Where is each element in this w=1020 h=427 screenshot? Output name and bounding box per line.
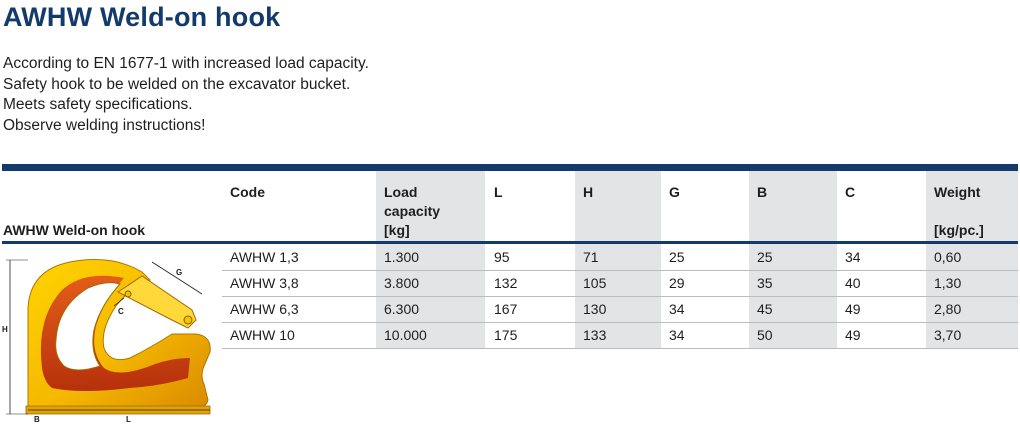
cell-code: AWHW 6,3 (230, 301, 299, 317)
cell-h: 105 (583, 275, 607, 291)
description-line: Meets safety specifications. (3, 96, 193, 113)
header-rule (2, 241, 1018, 244)
cell-code: AWHW 10 (230, 327, 295, 343)
dim-c-label: C (118, 307, 124, 316)
dim-b-label: B (34, 415, 40, 424)
cell-c: 40 (845, 275, 861, 291)
cell-load: 1.300 (384, 249, 420, 265)
cell-weight: 1,30 (934, 275, 962, 291)
cell-h: 71 (583, 249, 599, 265)
header-c: C (845, 184, 856, 200)
cell-load: 10.000 (384, 327, 427, 343)
cell-l: 167 (494, 301, 518, 317)
header-g: G (669, 184, 680, 200)
cell-code: AWHW 3,8 (230, 275, 299, 291)
description-line: Observe welding instructions! (3, 116, 206, 134)
cell-g: 34 (669, 301, 685, 317)
row-divider (222, 296, 1018, 297)
page-title: AWHW Weld-on hook (3, 2, 281, 32)
cell-c: 49 (845, 327, 861, 343)
cell-load: 6.300 (384, 301, 420, 317)
row-divider (222, 348, 1018, 349)
table-top-bar (2, 164, 1018, 171)
cell-weight: 0,60 (934, 249, 962, 265)
cell-c: 49 (845, 301, 861, 317)
row-divider (222, 322, 1018, 323)
header-load-capacity: Load capacity [kg] (384, 184, 441, 238)
cell-b: 50 (757, 327, 773, 343)
header-l: L (494, 184, 503, 200)
header-weight: Weight [kg/pc.] (934, 184, 984, 238)
cell-h: 130 (583, 301, 607, 317)
cell-b: 45 (757, 301, 773, 317)
cell-weight: 3,70 (934, 327, 962, 343)
section-title: AWHW Weld-on hook (3, 222, 146, 238)
latch-pivot (125, 291, 131, 297)
cell-g: 25 (669, 249, 685, 265)
cell-l: 132 (494, 275, 518, 291)
header-b: B (757, 184, 768, 200)
cell-h: 133 (583, 327, 607, 343)
header-h: H (583, 184, 594, 200)
header-code: Code (230, 184, 265, 200)
row-divider (222, 270, 1018, 271)
description-line: Safety hook to be welded on the excavator bucket. (3, 75, 351, 93)
description-line: According to EN 1677-1 with increased load capacity. (3, 55, 369, 72)
cell-load: 3.800 (384, 275, 420, 291)
cell-b: 25 (757, 249, 773, 265)
cell-g: 29 (669, 275, 685, 291)
cell-weight: 2,80 (934, 301, 962, 317)
dim-g-label: G (176, 268, 183, 277)
cell-l: 95 (494, 249, 510, 265)
description (3, 54, 369, 136)
cell-c: 34 (845, 249, 861, 265)
cell-code: AWHW 1,3 (230, 249, 299, 265)
cell-g: 34 (669, 327, 685, 343)
cell-l: 175 (494, 327, 518, 343)
weld-on-hook-diagram (0, 248, 222, 427)
dim-l-label: L (126, 415, 131, 424)
cell-b: 35 (757, 275, 773, 291)
latch-pin (184, 316, 192, 324)
dim-h-label: H (2, 325, 8, 334)
